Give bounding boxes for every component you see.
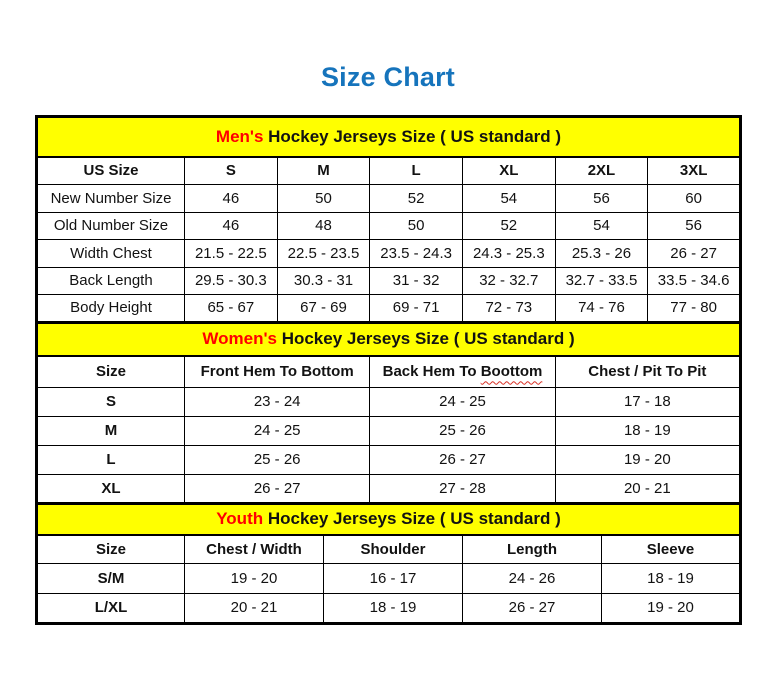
womens-value-cell: 18 - 19	[555, 416, 740, 445]
youth-table-body	[37, 563, 741, 623]
youth-value-cell: 24 - 26	[463, 563, 602, 593]
mens-value-cell: 31 - 32	[370, 267, 463, 295]
youth-value-cell: 16 - 17	[324, 563, 463, 593]
mens-column-header: 2XL	[555, 157, 648, 185]
mens-value-cell: 52	[462, 212, 555, 240]
mens-section-accent: Men's	[215, 126, 264, 146]
youth-column-header: Chest / Width	[185, 535, 324, 563]
youth-header-row	[37, 535, 741, 563]
header-text: Back Hem To	[382, 363, 481, 381]
mens-value-cell: 74 - 76	[555, 295, 648, 323]
mens-value-cell: 33.5 - 34.6	[648, 267, 741, 295]
womens-value-cell: 25 - 26	[370, 416, 555, 445]
mens-value-cell: 46	[185, 185, 278, 213]
youth-section-title-row	[37, 503, 741, 535]
womens-column-header: Size	[37, 356, 185, 387]
womens-column-header	[370, 356, 555, 387]
womens-value-cell: 24 - 25	[370, 387, 555, 416]
womens-value-cell: 26 - 27	[370, 445, 555, 474]
mens-value-cell: 21.5 - 22.5	[185, 240, 278, 268]
mens-table-row	[37, 240, 741, 268]
page-title: Size Chart	[320, 62, 456, 92]
womens-section-accent: Women's	[202, 329, 277, 349]
womens-header-row	[37, 356, 741, 387]
mens-value-cell: 60	[648, 185, 741, 213]
youth-section-title	[37, 503, 741, 535]
mens-value-cell: 30.3 - 31	[277, 267, 370, 295]
mens-row-label: Old Number Size	[37, 212, 185, 240]
mens-value-cell: 56	[555, 185, 648, 213]
misspelled-word: Boottom	[480, 363, 543, 381]
womens-row-label: S	[37, 387, 185, 416]
mens-column-header: 3XL	[648, 157, 741, 185]
mens-value-cell: 50	[370, 212, 463, 240]
youth-column-header: Sleeve	[602, 535, 741, 563]
womens-value-cell: 23 - 24	[185, 387, 370, 416]
mens-column-header: US Size	[37, 157, 185, 185]
mens-value-cell: 69 - 71	[370, 295, 463, 323]
womens-table-row	[37, 416, 741, 445]
mens-column-header: S	[185, 157, 278, 185]
youth-section-accent: Youth	[216, 509, 264, 529]
mens-value-cell: 52	[370, 185, 463, 213]
youth-value-cell: 18 - 19	[324, 593, 463, 623]
youth-row-label: L/XL	[37, 593, 185, 623]
mens-value-cell: 25.3 - 26	[555, 240, 648, 268]
womens-size-table	[35, 321, 742, 505]
mens-value-cell: 46	[185, 212, 278, 240]
womens-section-title	[37, 322, 741, 356]
mens-value-cell: 50	[277, 185, 370, 213]
mens-row-label: New Number Size	[37, 185, 185, 213]
womens-row-label: L	[37, 445, 185, 474]
mens-value-cell: 54	[555, 212, 648, 240]
mens-value-cell: 23.5 - 24.3	[370, 240, 463, 268]
mens-value-cell: 22.5 - 23.5	[277, 240, 370, 268]
mens-value-cell: 29.5 - 30.3	[185, 267, 278, 295]
mens-value-cell: 72 - 73	[462, 295, 555, 323]
womens-value-cell: 27 - 28	[370, 474, 555, 503]
mens-value-cell: 65 - 67	[185, 295, 278, 323]
youth-column-header: Length	[463, 535, 602, 563]
mens-row-label: Back Length	[37, 267, 185, 295]
youth-size-table	[35, 502, 742, 625]
mens-header-row	[37, 157, 741, 185]
youth-value-cell: 19 - 20	[185, 563, 324, 593]
mens-section-title	[37, 117, 741, 157]
youth-row-label: S/M	[37, 563, 185, 593]
youth-value-cell: 19 - 20	[602, 593, 741, 623]
youth-value-cell: 20 - 21	[185, 593, 324, 623]
mens-value-cell: 32.7 - 33.5	[555, 267, 648, 295]
mens-table-body	[37, 185, 741, 323]
mens-value-cell: 26 - 27	[648, 240, 741, 268]
mens-value-cell: 67 - 69	[277, 295, 370, 323]
mens-table-row	[37, 185, 741, 213]
womens-value-cell: 17 - 18	[555, 387, 740, 416]
youth-column-header: Size	[37, 535, 185, 563]
womens-value-cell: 26 - 27	[185, 474, 370, 503]
womens-section-title-row	[37, 322, 741, 356]
mens-row-label: Width Chest	[37, 240, 185, 268]
youth-value-cell: 26 - 27	[463, 593, 602, 623]
womens-value-cell: 19 - 20	[555, 445, 740, 474]
womens-row-label: XL	[37, 474, 185, 503]
mens-row-label: Body Height	[37, 295, 185, 323]
youth-value-cell: 18 - 19	[602, 563, 741, 593]
size-chart	[35, 115, 742, 625]
mens-value-cell: 56	[648, 212, 741, 240]
womens-column-header: Chest / Pit To Pit	[555, 356, 740, 387]
mens-table-row	[37, 267, 741, 295]
mens-value-cell: 32 - 32.7	[462, 267, 555, 295]
youth-column-header: Shoulder	[324, 535, 463, 563]
womens-section-title-text: Hockey Jerseys Size ( US standard )	[276, 329, 575, 349]
mens-size-table	[35, 115, 742, 324]
mens-value-cell: 77 - 80	[648, 295, 741, 323]
womens-table-row	[37, 387, 741, 416]
mens-column-header: L	[370, 157, 463, 185]
womens-value-cell: 25 - 26	[185, 445, 370, 474]
womens-row-label: M	[37, 416, 185, 445]
womens-table-row	[37, 445, 741, 474]
mens-column-header: XL	[462, 157, 555, 185]
youth-section-title-text: Hockey Jerseys Size ( US standard )	[263, 509, 561, 529]
womens-table-row	[37, 474, 741, 503]
youth-table-row	[37, 563, 741, 593]
mens-section-title-text: Hockey Jerseys Size ( US standard )	[263, 126, 562, 146]
mens-value-cell: 24.3 - 25.3	[462, 240, 555, 268]
mens-table-row	[37, 295, 741, 323]
womens-value-cell: 20 - 21	[555, 474, 740, 503]
mens-value-cell: 54	[462, 185, 555, 213]
mens-value-cell: 48	[277, 212, 370, 240]
womens-column-header: Front Hem To Bottom	[185, 356, 370, 387]
mens-column-header: M	[277, 157, 370, 185]
womens-table-body	[37, 387, 741, 503]
womens-value-cell: 24 - 25	[185, 416, 370, 445]
mens-section-title-row	[37, 117, 741, 157]
mens-table-row	[37, 212, 741, 240]
youth-table-row	[37, 593, 741, 623]
